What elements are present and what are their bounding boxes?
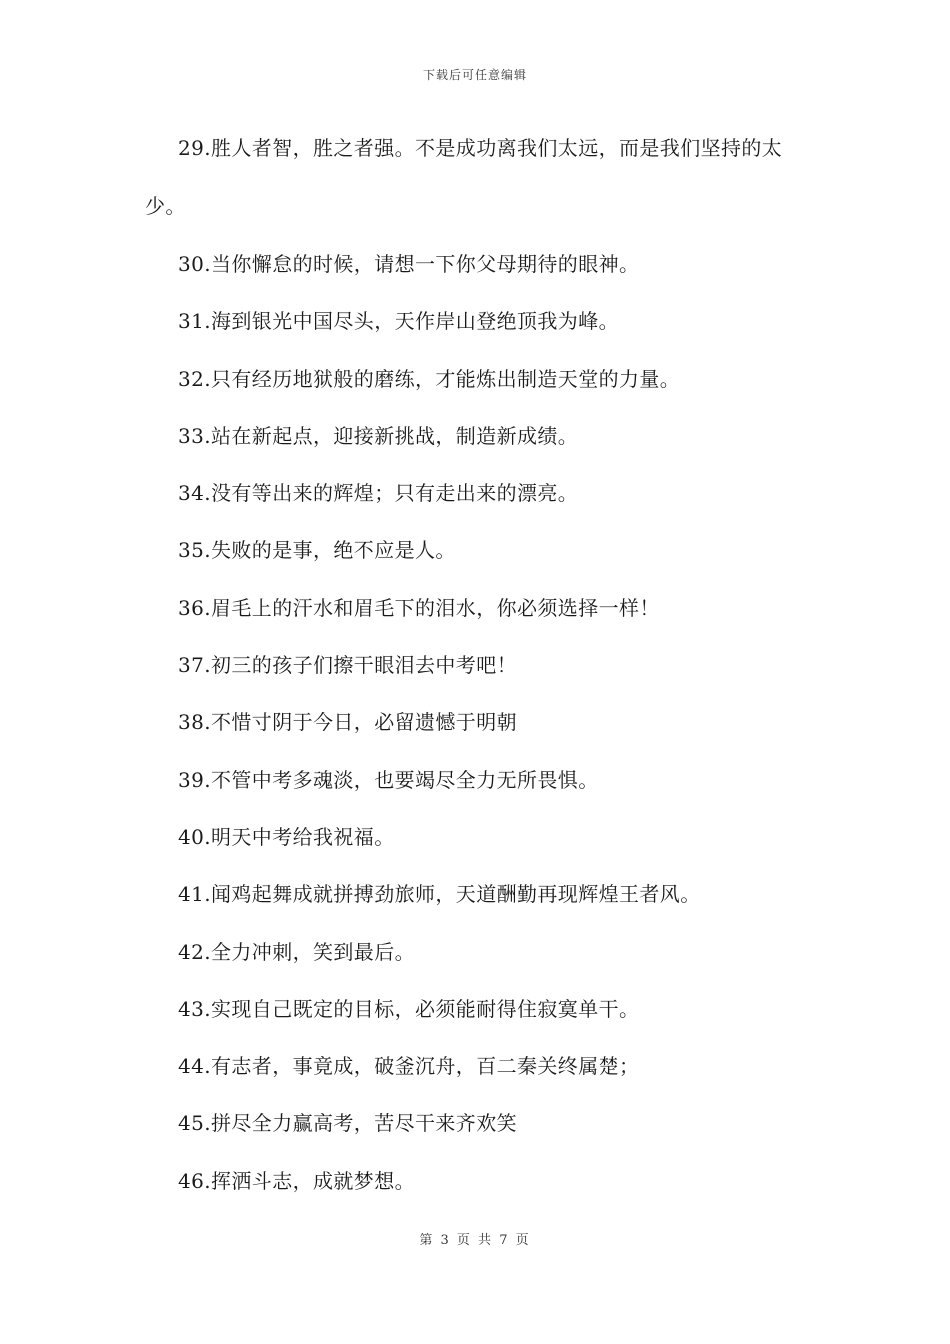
list-item: 34.没有等出来的辉煌；只有走出来的漂亮。 (178, 481, 579, 506)
list-item: 44.有志者，事竟成，破釜沉舟，百二秦关终属楚； (178, 1054, 640, 1079)
document-body (145, 133, 810, 1222)
list-item: 40.明天中考给我祝福。 (178, 824, 395, 849)
list-item: 41.闻鸡起舞成就拼搏劲旅师，天道酬勤再现辉煌王者风。 (178, 882, 701, 907)
list-item: 35.失败的是事，绝不应是人。 (178, 538, 456, 563)
list-item: 30.当你懈怠的时候，请想一下你父母期待的眼神。 (178, 252, 640, 276)
list-item: 39.不管中考多魂淡，也要竭尽全力无所畏惧。 (178, 767, 599, 792)
list-item: 33.站在新起点，迎接新挑战，制造新成绩。 (178, 423, 579, 448)
list-item: 31.海到银光中国尽头，天作岸山登绝顶我为峰。 (178, 309, 620, 334)
list-item: 42.全力冲刺，笑到最后。 (178, 939, 416, 964)
list-item: 36.眉毛上的汗水和眉毛下的泪水，你必须选择一样！ (178, 595, 660, 620)
list-item: 38.不惜寸阴于今日，必留遗憾于明朝 (178, 710, 518, 735)
page-header-note: 下载后可任意编辑 (422, 68, 527, 82)
list-item: 37.初三的孩子们擦干眼泪去中考吧！ (178, 653, 518, 678)
list-item: 43.实现自己既定的目标，必须能耐得住寂寞单干。 (178, 996, 640, 1021)
list-item: 29.胜人者智，胜之者强。不是成功离我们太远，而是我们坚持的太少。 (145, 136, 783, 218)
page-number: 第 3 页 共 7 页 (419, 1233, 531, 1248)
list-item: 45.拼尽全力赢高考，苦尽干来齐欢笑 (178, 1111, 518, 1136)
list-item: 32.只有经历地狱般的磨练，才能炼出制造天堂的力量。 (178, 366, 681, 391)
list-item: 46.挥洒斗志，成就梦想。 (178, 1168, 416, 1193)
